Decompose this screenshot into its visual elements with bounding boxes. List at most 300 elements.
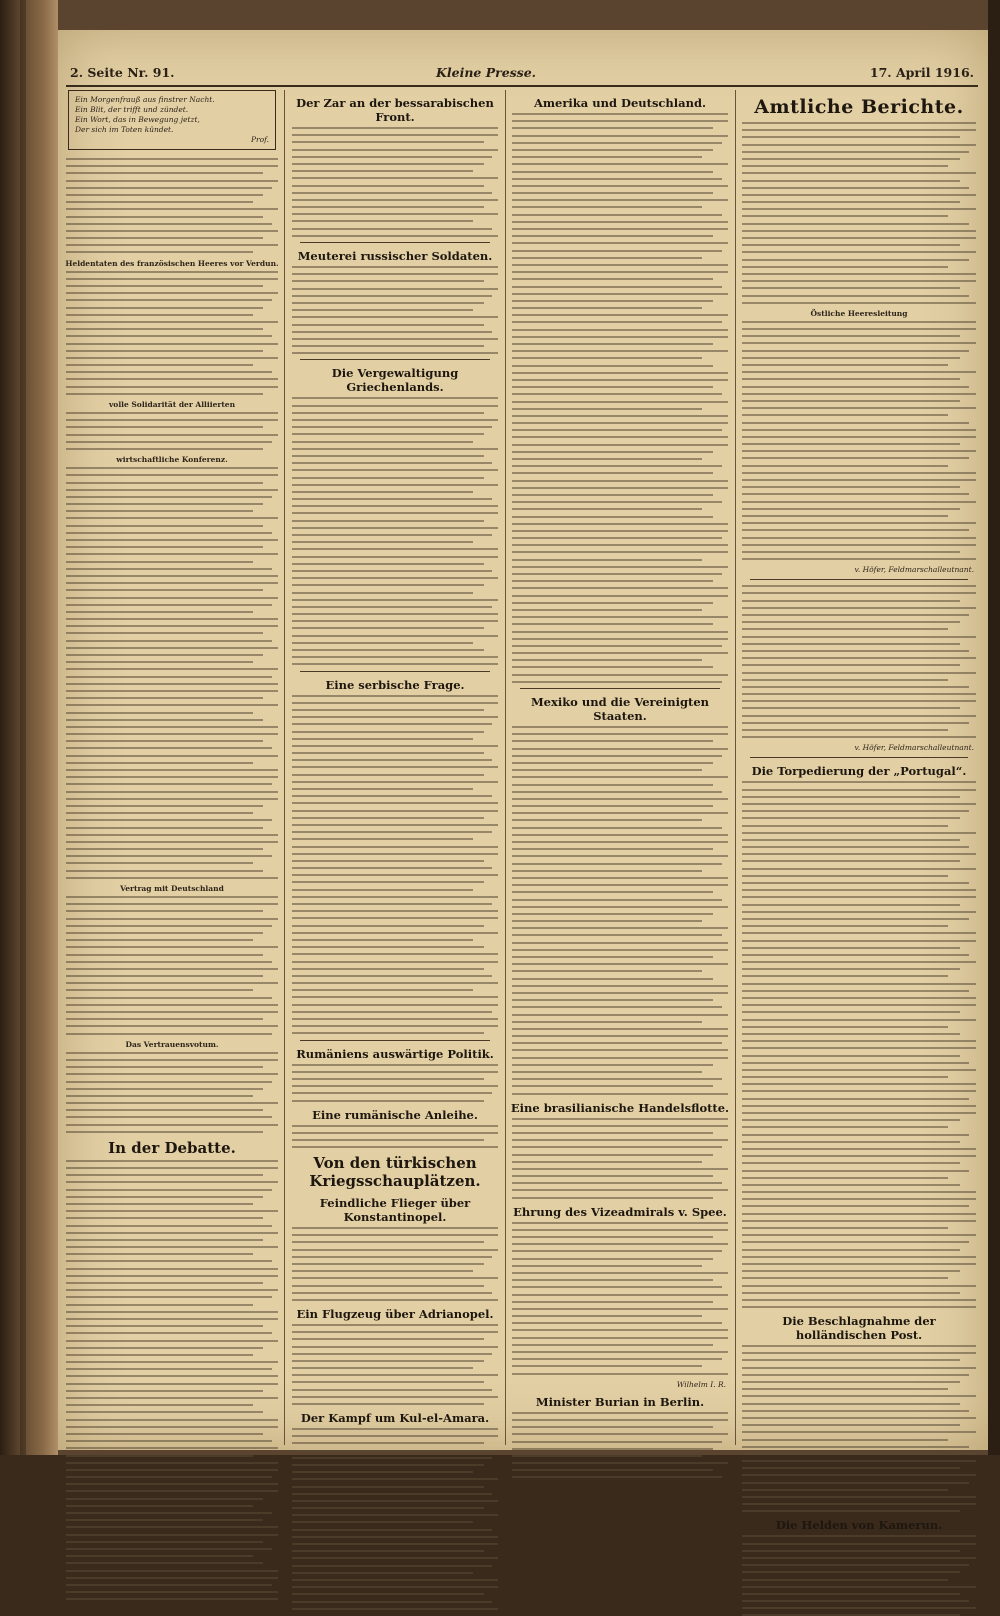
- text-line: [292, 441, 473, 443]
- text-line: [512, 264, 728, 266]
- text-line: [66, 946, 278, 948]
- text-line: [66, 961, 272, 963]
- column-rule: [284, 90, 285, 1445]
- text-line: [512, 587, 728, 589]
- text-line: [292, 925, 484, 927]
- article-text: [740, 321, 978, 560]
- text-line: [292, 613, 498, 615]
- text-line: [742, 144, 976, 146]
- text-line: [292, 220, 473, 222]
- text-line: [292, 810, 498, 812]
- text-line: [512, 819, 702, 821]
- text-line: [742, 1170, 969, 1172]
- text-line: [66, 776, 278, 778]
- text-line: [512, 1085, 713, 1087]
- text-line: [292, 1471, 473, 1473]
- text-line: [512, 623, 713, 625]
- text-line: [742, 287, 960, 289]
- text-line: [66, 896, 278, 898]
- text-line: [66, 180, 278, 182]
- text-line: [742, 529, 969, 531]
- text-line: [292, 491, 473, 493]
- text-line: [742, 551, 960, 553]
- text-line: [292, 134, 498, 136]
- text-line: [512, 1286, 722, 1288]
- text-line: [292, 426, 492, 428]
- text-line: [742, 1126, 948, 1128]
- text-line: [66, 1203, 253, 1205]
- text-line: [742, 932, 976, 934]
- text-line: [512, 458, 702, 460]
- text-line: [66, 589, 263, 591]
- text-line: [512, 472, 713, 474]
- text-line: [742, 522, 976, 524]
- text-line: [742, 889, 976, 891]
- text-line: [512, 1175, 713, 1177]
- text-line: [512, 848, 713, 850]
- text-line: [66, 982, 278, 984]
- text-line: [66, 1462, 278, 1464]
- text-line: [742, 407, 976, 409]
- text-line: [512, 271, 728, 273]
- text-line: [292, 1403, 484, 1405]
- article-text: [740, 1535, 978, 1616]
- article-text: [510, 113, 730, 683]
- text-line: [66, 1505, 253, 1507]
- text-line: [292, 1367, 473, 1369]
- text-line: [66, 968, 278, 970]
- text-line: [742, 1119, 960, 1121]
- text-line: [512, 235, 713, 237]
- text-line: [512, 1139, 728, 1141]
- text-line: [512, 422, 728, 424]
- text-line: [292, 702, 498, 704]
- text-line: [66, 791, 278, 793]
- text-line: [742, 636, 976, 638]
- text-line: [66, 1304, 253, 1306]
- column-rule: [505, 90, 506, 1445]
- text-line: [512, 906, 728, 908]
- text-line: [742, 825, 948, 827]
- text-line: [742, 585, 976, 587]
- text-line: [512, 956, 713, 958]
- text-line: [742, 607, 976, 609]
- text-line: [512, 999, 713, 1001]
- text-line: [512, 1329, 728, 1331]
- text-line: [512, 645, 722, 647]
- article-text: [64, 896, 280, 1035]
- article-heading: Rumäniens auswärtige Politik.: [296, 1046, 494, 1061]
- text-line: [742, 1474, 976, 1476]
- text-line: [512, 386, 713, 388]
- text-line: [66, 539, 278, 541]
- text-line: [742, 1431, 976, 1433]
- text-line: [292, 1227, 498, 1229]
- text-line: [292, 1132, 498, 1134]
- text-line: [66, 597, 278, 599]
- text-line: [292, 663, 498, 665]
- text-line: [292, 982, 498, 984]
- text-line: [292, 781, 498, 783]
- text-line: [292, 498, 492, 500]
- text-line: [292, 448, 498, 450]
- text-line: [742, 400, 960, 402]
- text-line: [512, 740, 713, 742]
- text-line: [66, 1131, 263, 1133]
- text-line: [742, 328, 976, 330]
- text-line: [512, 733, 728, 735]
- article-text: [510, 1412, 730, 1479]
- text-line: [292, 1331, 498, 1333]
- column-1: [64, 90, 280, 1445]
- text-line: [512, 769, 702, 771]
- text-line: [66, 1275, 278, 1277]
- text-line: [512, 393, 722, 395]
- poem-line: Ein Blit, der trifft und zündet.: [75, 105, 189, 114]
- text-line: [512, 480, 728, 482]
- article-heading: Eine brasilianische Handelsflotte.: [510, 1100, 730, 1115]
- text-line: [66, 335, 272, 337]
- text-line: [66, 1368, 272, 1370]
- text-line: [292, 1018, 498, 1020]
- text-line: [292, 1011, 492, 1013]
- text-line: [512, 1294, 728, 1296]
- text-line: [742, 443, 960, 445]
- newspaper-sheet: [58, 30, 988, 1533]
- text-line: [292, 1234, 498, 1236]
- text-line: [292, 433, 484, 435]
- text-line: [292, 419, 498, 421]
- text-line: [66, 1541, 263, 1543]
- text-line: [66, 1088, 263, 1090]
- divider: [300, 671, 490, 672]
- text-line: [66, 1577, 278, 1579]
- text-line: [66, 647, 278, 649]
- text-line: [292, 1092, 492, 1094]
- text-line: [292, 817, 484, 819]
- text-line: [742, 1503, 976, 1505]
- text-line: [292, 656, 498, 658]
- text-line: [742, 832, 976, 834]
- text-line: [66, 1419, 278, 1421]
- text-line: [292, 192, 492, 194]
- text-line: [66, 525, 263, 527]
- poem-line: Der sich im Toten kündet.: [75, 125, 174, 134]
- article-text: [740, 1345, 978, 1512]
- text-line: [512, 1301, 713, 1303]
- text-line: [512, 149, 713, 151]
- text-line: [742, 158, 960, 160]
- text-line: [66, 1498, 263, 1500]
- text-line: [66, 244, 278, 246]
- article-text: [290, 1428, 500, 1610]
- text-line: [292, 968, 484, 970]
- text-line: [742, 429, 976, 431]
- text-line: [512, 408, 702, 410]
- text-line: [66, 216, 263, 218]
- text-line: [742, 803, 976, 805]
- text-line: [742, 882, 969, 884]
- text-line: [66, 285, 263, 287]
- text-line: [292, 802, 498, 804]
- text-line: [512, 1006, 722, 1008]
- text-line: [66, 1011, 278, 1013]
- text-line: [292, 412, 484, 414]
- text-line: [512, 1337, 728, 1339]
- text-line: [512, 1462, 728, 1464]
- text-line: [742, 990, 969, 992]
- text-line: [512, 1344, 713, 1346]
- text-line: [66, 712, 253, 714]
- text-line: [66, 194, 263, 196]
- text-line: [292, 867, 492, 869]
- text-line: [742, 1543, 976, 1545]
- text-line: [66, 1282, 263, 1284]
- text-line: [512, 300, 713, 302]
- text-line: [66, 1052, 278, 1054]
- text-line: [512, 415, 728, 417]
- text-line: [66, 755, 278, 757]
- text-line: [742, 1076, 948, 1078]
- text-line: [66, 762, 253, 764]
- text-line: [66, 208, 278, 210]
- text-line: [292, 1299, 498, 1301]
- text-line: [66, 1181, 278, 1183]
- text-line: [66, 611, 253, 613]
- text-line: [742, 1367, 976, 1369]
- text-line: [512, 748, 728, 750]
- text-line: [292, 397, 498, 399]
- text-line: [512, 350, 728, 352]
- text-line: [742, 860, 960, 862]
- article-text: [510, 1222, 730, 1375]
- text-line: [292, 1396, 498, 1398]
- signature: v. Höfer, Feldmarschalleutnant.: [854, 743, 974, 753]
- text-line: [292, 1249, 498, 1251]
- text-line: [742, 643, 960, 645]
- article-heading: Minister Burian in Berlin.: [535, 1394, 705, 1409]
- text-line: [292, 592, 473, 594]
- text-line: [66, 1124, 278, 1126]
- text-line: [512, 609, 702, 611]
- text-line: [66, 654, 263, 656]
- text-line: [742, 983, 976, 985]
- text-line: [742, 223, 969, 225]
- text-line: [742, 259, 969, 261]
- text-line: [292, 141, 484, 143]
- text-line: [66, 1584, 272, 1586]
- text-line: [292, 577, 498, 579]
- text-line: [742, 1600, 969, 1602]
- text-line: [292, 838, 473, 840]
- text-line: [742, 1374, 969, 1376]
- text-line: [742, 650, 969, 652]
- text-line: [292, 1125, 498, 1127]
- text-line: [742, 251, 976, 253]
- text-line: [512, 1351, 728, 1353]
- text-line: [292, 709, 484, 711]
- text-line: [512, 365, 713, 367]
- text-line: [292, 642, 473, 644]
- text-line: [66, 1455, 253, 1457]
- text-line: [512, 537, 722, 539]
- text-line: [742, 378, 960, 380]
- text-line: [66, 1289, 278, 1291]
- text-line: [742, 350, 969, 352]
- text-line: [742, 968, 960, 970]
- subheading: Vertrag mit Deutschland: [120, 884, 224, 893]
- text-line: [292, 1450, 498, 1452]
- text-line: [66, 1332, 272, 1334]
- text-line: [292, 889, 473, 891]
- text-line: [512, 1358, 722, 1360]
- text-line: [742, 997, 976, 999]
- text-line: [742, 1155, 976, 1157]
- text-line: [66, 783, 272, 785]
- text-line: [512, 1229, 728, 1231]
- text-line: [512, 870, 702, 872]
- text-line: [512, 1028, 728, 1030]
- text-line: [66, 582, 278, 584]
- text-line: [66, 848, 263, 850]
- text-line: [292, 831, 492, 833]
- text-line: [742, 129, 976, 131]
- text-line: [512, 1093, 728, 1095]
- text-line: [512, 1250, 722, 1252]
- signature: Wilhelm I. R.: [676, 1379, 726, 1389]
- text-line: [66, 1239, 263, 1241]
- text-line: [512, 523, 728, 525]
- text-line: [66, 697, 263, 699]
- text-line: [742, 1069, 976, 1071]
- text-line: [66, 467, 278, 469]
- text-line: [512, 776, 728, 778]
- text-line: [512, 250, 722, 252]
- text-line: [292, 745, 498, 747]
- text-line: [742, 961, 976, 963]
- text-line: [512, 884, 728, 886]
- text-line: [292, 185, 484, 187]
- section-heading: Von den türkischen Kriegsschauplätzen.: [309, 1154, 481, 1191]
- article-heading: Meuterei russischer Soldaten.: [297, 249, 493, 263]
- text-line: [66, 553, 278, 555]
- section-heading: Amtliche Berichte.: [754, 96, 964, 118]
- text-line: [512, 1222, 728, 1224]
- text-line: [292, 316, 498, 318]
- text-line: [742, 244, 960, 246]
- text-line: [742, 600, 960, 602]
- text-line: [66, 1260, 272, 1262]
- text-line: [66, 997, 272, 999]
- text-line: [512, 827, 722, 829]
- text-line: [742, 194, 976, 196]
- text-line: [512, 1365, 702, 1367]
- text-line: [512, 127, 713, 129]
- divider: [300, 359, 490, 360]
- text-line: [66, 877, 278, 879]
- text-line: [512, 314, 728, 316]
- text-line: [66, 1210, 278, 1212]
- text-line: [742, 1496, 976, 1498]
- text-line: [742, 1184, 960, 1186]
- column-2: [290, 90, 500, 1445]
- text-line: [66, 1325, 263, 1327]
- text-line: [512, 573, 722, 575]
- text-line: [66, 1404, 253, 1406]
- text-line: [742, 925, 948, 927]
- article-text: [64, 412, 280, 450]
- text-line: [512, 1071, 702, 1073]
- text-line: [292, 1292, 492, 1294]
- text-line: [292, 989, 473, 991]
- text-line: [742, 1579, 948, 1581]
- text-line: [742, 781, 976, 783]
- text-line: [742, 1345, 976, 1347]
- text-line: [66, 1447, 278, 1449]
- text-line: [292, 228, 492, 230]
- text-line: [512, 1064, 713, 1066]
- text-line: [512, 1448, 713, 1450]
- divider: [300, 1040, 490, 1041]
- text-line: [292, 1085, 498, 1087]
- text-line: [742, 136, 960, 138]
- text-line: [292, 795, 492, 797]
- text-line: [66, 187, 272, 189]
- article-text: [64, 271, 280, 395]
- text-line: [512, 666, 713, 668]
- text-line: [292, 149, 498, 151]
- text-line: [66, 1268, 278, 1270]
- article-heading: Der Zar an der bessarabischen Front.: [296, 96, 494, 124]
- text-line: [512, 171, 713, 173]
- text-line: [742, 386, 969, 388]
- article-text: [740, 585, 978, 738]
- text-line: [66, 862, 253, 864]
- text-line: [292, 405, 498, 407]
- text-line: [742, 1004, 976, 1006]
- text-line: [66, 1598, 278, 1600]
- text-line: [512, 199, 728, 201]
- article-text: [290, 266, 500, 354]
- text-line: [742, 1191, 976, 1193]
- text-line: [66, 1318, 278, 1320]
- text-line: [66, 546, 263, 548]
- text-line: [742, 321, 976, 323]
- text-line: [66, 441, 272, 443]
- text-line: [292, 541, 473, 543]
- text-line: [66, 1526, 278, 1528]
- text-line: [742, 868, 976, 870]
- text-line: [66, 618, 278, 620]
- text-line: [292, 649, 484, 651]
- text-line: [512, 357, 702, 359]
- text-line: [512, 985, 728, 987]
- text-line: [512, 379, 728, 381]
- text-line: [292, 1500, 498, 1502]
- text-line: [66, 532, 272, 534]
- text-line: [292, 1324, 498, 1326]
- text-line: [66, 1196, 263, 1198]
- text-line: [742, 1446, 969, 1448]
- text-line: [66, 321, 278, 323]
- text-line: [512, 638, 728, 640]
- text-line: [292, 1593, 484, 1595]
- text-line: [512, 992, 728, 994]
- article-text: [290, 127, 500, 237]
- text-line: [512, 891, 713, 893]
- text-line: [742, 1489, 948, 1491]
- text-line: [512, 178, 722, 180]
